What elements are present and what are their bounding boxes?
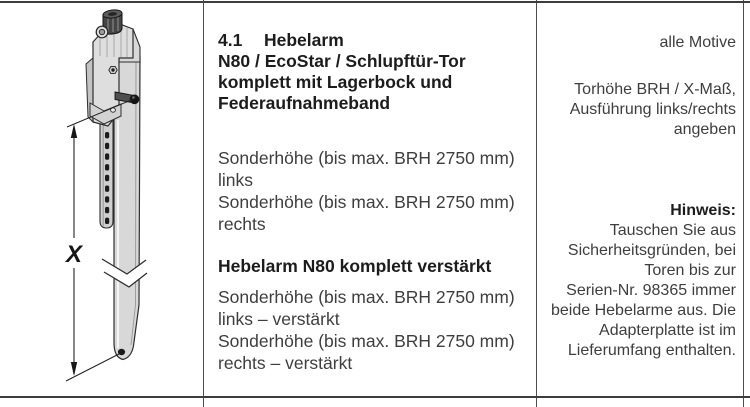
spec-item-variant: links – verstärkt [218, 309, 340, 329]
spec-item [218, 286, 530, 330]
ordering-line: Torhöhe BRH / X-Maß, [574, 81, 736, 98]
section-title-line: Federaufnahmeband [218, 93, 391, 113]
dimension-label-x: X [65, 241, 83, 268]
perforated-band [100, 118, 113, 228]
spec-item-text: Sonderhöhe (bis max. BRH 2750 mm) [218, 331, 515, 351]
section-number: 4.1 [218, 30, 243, 50]
hint-line: Sicherheitsgründen, bei [567, 242, 736, 259]
section-heading [218, 30, 530, 114]
section-title-line: N80 / EcoStar / Schlupftür-Tor [218, 51, 466, 71]
section-title-line: komplett mit Lagerbock und [218, 72, 453, 92]
hint-line: beide Hebelarme aus. Die [551, 302, 736, 319]
hint-line: Adapterplatte ist im [599, 322, 736, 339]
spec-item-variant: links [218, 170, 254, 190]
hint-line: Lieferumfang enthalten. [567, 342, 736, 359]
hint-heading: Hinweis: [670, 202, 736, 219]
hint-line: Tauschen Sie aus [609, 222, 736, 239]
plate-ring-hole [96, 26, 108, 38]
hint-line: Serien-Nr. 98365 immer [566, 282, 736, 299]
section-title: Hebelarm [264, 30, 344, 50]
ordering-line: Ausführung links/rechts [569, 101, 736, 118]
motif-note: alle Motive [659, 34, 736, 51]
ordering-instructions [539, 80, 736, 140]
ordering-line: angeben [673, 121, 736, 138]
info-column [537, 0, 744, 407]
spec-item [218, 191, 530, 235]
product-column [204, 0, 537, 407]
hebelarm-illustration [0, 0, 204, 396]
bottom-rule [0, 396, 750, 398]
reinforced-subheading: Hebelarm N80 komplett verstärkt [218, 256, 492, 276]
spec-item-variant: rechts [218, 214, 266, 234]
spec-item-text: Sonderhöhe (bis max. BRH 2750 mm) [218, 192, 515, 212]
drawing-column [0, 0, 204, 407]
spec-item-text: Sonderhöhe (bis max. BRH 2750 mm) [218, 148, 515, 168]
spec-item [218, 330, 530, 374]
hint-line: Toren bis zur [644, 262, 736, 279]
hint-note [539, 201, 736, 361]
spec-item-variant: rechts – verstärkt [218, 353, 353, 373]
spec-item-text: Sonderhöhe (bis max. BRH 2750 mm) [218, 287, 515, 307]
spec-item [218, 147, 530, 191]
